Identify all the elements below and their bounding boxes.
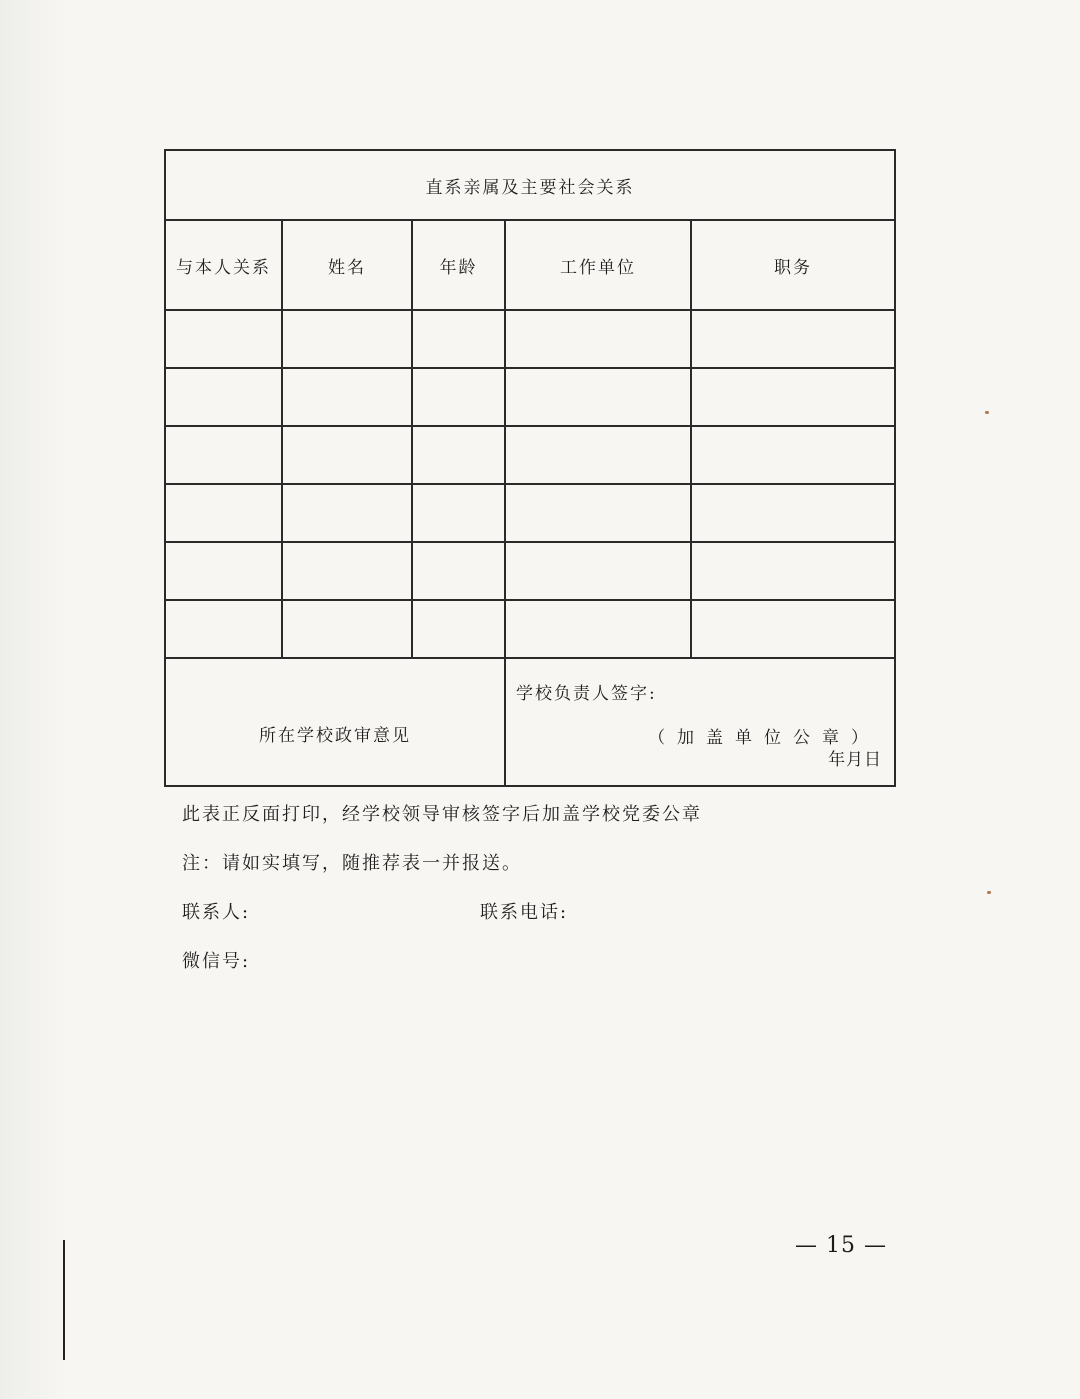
binding-line [63,1240,65,1360]
table-cell[interactable] [165,542,282,600]
table-cell[interactable] [691,310,895,368]
table-cell[interactable] [505,426,691,484]
table-cell[interactable] [282,542,412,600]
header-relation: 与本人关系 [165,220,282,310]
paper-speck [985,411,989,414]
table-row [165,368,895,426]
signature-cell[interactable] [505,658,895,786]
table-cell[interactable] [282,600,412,658]
table-cell[interactable] [165,426,282,484]
table-cell[interactable] [282,484,412,542]
table-cell[interactable] [282,310,412,368]
table-cell[interactable] [412,310,505,368]
table-row [165,426,895,484]
table-cell[interactable] [165,368,282,426]
contact-label: 联系人: [182,902,251,923]
table-row [165,310,895,368]
header-name: 姓名 [282,220,412,310]
table-row [165,600,895,658]
table-cell[interactable] [505,368,691,426]
paper-speck [987,891,991,894]
header-workplace: 工作单位 [505,220,691,310]
wechat-label: 微信号: [182,951,251,972]
table-row [165,484,895,542]
table-cell[interactable] [505,600,691,658]
table-cell[interactable] [412,484,505,542]
table-cell[interactable] [412,426,505,484]
seal-note: （加盖单位公章） [648,728,881,748]
table-cell[interactable] [282,426,412,484]
table-cell[interactable] [505,310,691,368]
table-cell[interactable] [691,368,895,426]
relations-form-table [164,149,896,787]
table-cell[interactable] [505,542,691,600]
table-title: 直系亲属及主要社会关系 [165,150,895,220]
date-label: 年月日 [828,750,883,770]
phone-label: 联系电话: [480,902,569,923]
table-cell[interactable] [165,310,282,368]
fill-note: 注：请如实填写，随推荐表一并报送。 [182,853,522,874]
table-cell[interactable] [165,600,282,658]
table-cell[interactable] [412,368,505,426]
page-number: — 15 — [795,1233,887,1258]
page-edge-shadow [0,0,70,1399]
table-cell[interactable] [691,484,895,542]
header-age: 年龄 [412,220,505,310]
signature-label: 学校负责人签字: [516,684,657,704]
table-cell[interactable] [691,426,895,484]
table-cell[interactable] [691,542,895,600]
school-review-cell[interactable] [165,658,505,786]
school-review-label: 所在学校政审意见 [259,725,411,746]
table-cell[interactable] [412,542,505,600]
header-position: 职务 [691,220,895,310]
table-cell[interactable] [691,600,895,658]
table-cell[interactable] [165,484,282,542]
table-row [165,542,895,600]
table-cell[interactable] [412,600,505,658]
table-cell[interactable] [282,368,412,426]
table-cell[interactable] [505,484,691,542]
print-note: 此表正反面打印，经学校领导审核签字后加盖学校党委公章 [182,804,702,825]
